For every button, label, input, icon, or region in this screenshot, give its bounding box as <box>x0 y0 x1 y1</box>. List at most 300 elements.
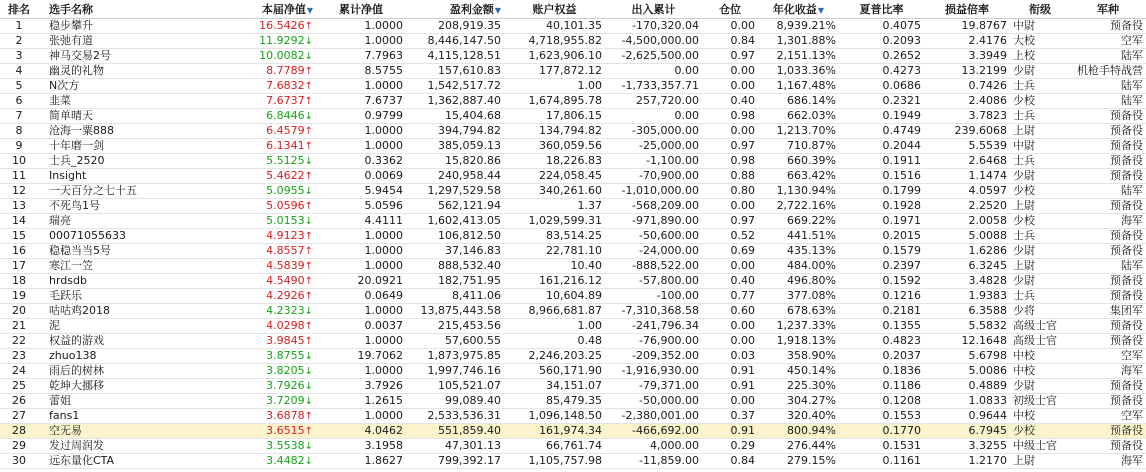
arrow-down-icon: ↓ <box>304 186 313 197</box>
cell-branch: 空军 <box>1121 349 1143 362</box>
nav-value: 4.8557 <box>266 244 305 257</box>
cell-branch: 预备役 <box>1110 229 1143 242</box>
cell-profit: 106,812.50 <box>438 229 501 242</box>
column-header-rank-title[interactable] <box>1010 0 1070 18</box>
cell-inout: 257,720.00 <box>636 94 699 107</box>
table-row[interactable] <box>0 289 1146 304</box>
table-row[interactable] <box>0 154 1146 169</box>
cell-sharpe: 0.1208 <box>882 394 921 407</box>
nav-value: 3.8205 <box>266 364 305 377</box>
cell-name[interactable]: 瑞亮 <box>49 214 71 227</box>
cell-name[interactable]: 00071055633 <box>49 229 126 242</box>
cell-position: 0.60 <box>730 304 755 317</box>
cell-nav <box>230 379 316 393</box>
arrow-down-icon: ↓ <box>304 366 313 377</box>
cell-rank-title: 上尉 <box>1013 259 1035 272</box>
column-header-rank[interactable] <box>0 0 38 18</box>
cell-position: 0.52 <box>730 229 755 242</box>
cell-annual: 669.22% <box>787 214 836 227</box>
cell-position: 0.91 <box>730 364 755 377</box>
cell-name[interactable]: 不死鸟1号 <box>49 199 100 212</box>
nav-value: 8.7789 <box>266 64 305 77</box>
cell-inout: -50,600.00 <box>639 229 699 242</box>
cell-position: 0.91 <box>730 424 755 437</box>
cell-position: 0.00 <box>730 334 755 347</box>
cell-branch: 预备役 <box>1110 169 1143 182</box>
cell-inout: -57,800.00 <box>639 274 699 287</box>
cell-annual: 662.03% <box>787 109 836 122</box>
cell-annual: 2,151.13% <box>776 49 836 62</box>
table-row[interactable] <box>0 319 1146 334</box>
cell-cum-nav: 5.9454 <box>364 184 403 197</box>
cell-profit: 1,542,517.72 <box>427 79 501 92</box>
cell-equity: 0.48 <box>577 334 602 347</box>
column-header-equity[interactable] <box>504 0 605 18</box>
cell-annual: 1,213.70% <box>776 124 836 137</box>
arrow-down-icon: ↓ <box>304 456 313 467</box>
cell-profit: 208,919.35 <box>438 19 501 32</box>
cell-nav <box>230 199 316 213</box>
table-row[interactable] <box>0 379 1146 394</box>
cell-pl-ratio: 5.0088 <box>968 229 1007 242</box>
cell-equity: 1.00 <box>577 79 602 92</box>
cell-branch: 预备役 <box>1110 424 1143 437</box>
cell-equity: 1,623,906.10 <box>528 49 602 62</box>
cell-equity: 1,029,599.31 <box>528 214 602 227</box>
column-header-inout[interactable] <box>605 0 702 18</box>
cell-inout: -241,796.34 <box>632 319 699 332</box>
cell-position: 0.00 <box>730 319 755 332</box>
nav-value: 4.2926 <box>266 289 305 302</box>
cell-name[interactable]: 韭菜 <box>49 94 71 107</box>
column-header-name[interactable] <box>46 0 230 18</box>
cell-branch: 机枪手特战营 <box>1077 64 1143 77</box>
cell-nav <box>230 304 316 318</box>
cell-position: 0.91 <box>730 379 755 392</box>
cell-profit: 105,521.07 <box>438 379 501 392</box>
nav-value: 5.4622 <box>266 169 305 182</box>
nav-value: 10.0082 <box>259 49 305 62</box>
column-header-cum-nav[interactable] <box>316 0 406 18</box>
cell-sharpe: 0.1770 <box>882 424 921 437</box>
cell-branch: 预备役 <box>1110 394 1143 407</box>
column-header-label: 夏普比率 <box>859 3 904 16</box>
cell-profit: 1,297,529.58 <box>427 184 501 197</box>
cell-name[interactable]: 咕咕鸡2018 <box>49 304 110 317</box>
table-row[interactable] <box>0 454 1146 469</box>
cell-cum-nav: 0.0649 <box>364 289 403 302</box>
table-row[interactable] <box>0 79 1146 94</box>
cell-pl-ratio: 5.0086 <box>968 364 1007 377</box>
arrow-up-icon: ↑ <box>304 336 313 347</box>
cell-annual: 435.13% <box>787 244 836 257</box>
cell-cum-nav: 1.2615 <box>364 394 403 407</box>
cell-cum-nav: 19.7062 <box>357 349 403 362</box>
table-row[interactable] <box>0 244 1146 259</box>
cell-cum-nav: 0.3362 <box>364 154 403 167</box>
table-row[interactable] <box>0 139 1146 154</box>
cell-annual: 1,130.94% <box>776 184 836 197</box>
cell-name[interactable]: 蕾姐 <box>49 394 71 407</box>
cell-inout: -1,916,930.00 <box>621 364 699 377</box>
cell-inout: -79,371.00 <box>639 379 699 392</box>
cell-sharpe: 0.1553 <box>882 409 921 422</box>
cell-name[interactable]: 寒江一笠 <box>49 259 93 272</box>
cell-branch: 空军 <box>1121 409 1143 422</box>
table-row[interactable] <box>0 394 1146 409</box>
cell-equity: 22,781.10 <box>546 244 602 257</box>
cell-inout: 0.00 <box>674 64 699 77</box>
arrow-up-icon: ↑ <box>304 171 313 182</box>
cell-annual: 678.63% <box>787 304 836 317</box>
cell-name[interactable]: 稳步攀升 <box>49 19 93 32</box>
cell-profit: 15,404.68 <box>445 109 501 122</box>
cell-rank: 8 <box>15 124 23 137</box>
cell-name[interactable]: zhuo138 <box>49 349 97 362</box>
cell-pl-ratio: 3.7823 <box>968 109 1007 122</box>
cell-name[interactable]: 简单晴天 <box>49 109 93 122</box>
cell-position: 0.00 <box>730 259 755 272</box>
cell-rank-title: 高级士官 <box>1013 334 1057 347</box>
cell-profit: 13,875,443.58 <box>420 304 501 317</box>
arrow-up-icon: ↑ <box>304 126 313 137</box>
cell-sharpe: 0.2321 <box>882 94 921 107</box>
cell-cum-nav: 1.0000 <box>364 229 403 242</box>
column-header-label: 军种 <box>1097 3 1119 16</box>
table-row[interactable] <box>0 94 1146 109</box>
cell-rank-title: 士兵 <box>1013 154 1035 167</box>
cell-annual: 1,237.33% <box>776 319 836 332</box>
cell-rank: 21 <box>12 319 26 332</box>
table-row[interactable] <box>0 259 1146 274</box>
cell-rank: 7 <box>15 109 23 122</box>
cell-position: 0.40 <box>730 274 755 287</box>
cell-nav <box>230 319 316 333</box>
table-row[interactable] <box>0 349 1146 364</box>
cell-pl-ratio: 6.7945 <box>968 424 1007 437</box>
table-row[interactable] <box>0 34 1146 49</box>
table-row[interactable] <box>0 184 1146 199</box>
cell-rank-title: 大校 <box>1013 34 1035 47</box>
cell-branch: 陆军 <box>1121 184 1143 197</box>
cell-rank-title: 少校 <box>1013 94 1035 107</box>
nav-value: 3.6515 <box>266 424 305 437</box>
cell-sharpe: 0.2037 <box>882 349 921 362</box>
cell-name[interactable]: 十年磨一剑 <box>49 139 104 152</box>
arrow-down-icon: ↓ <box>304 51 313 62</box>
cell-annual: 279.15% <box>787 454 836 467</box>
cell-pl-ratio: 5.5832 <box>968 319 1007 332</box>
cell-cum-nav: 4.4111 <box>364 214 403 227</box>
cell-rank: 22 <box>12 334 26 347</box>
cell-pl-ratio: 5.5539 <box>968 139 1007 152</box>
cell-equity: 10,604.89 <box>546 289 602 302</box>
cell-rank: 20 <box>12 304 26 317</box>
nav-value: 3.8755 <box>266 349 305 362</box>
cell-name[interactable]: 稳稳当当5号 <box>49 244 111 257</box>
cell-nav <box>230 169 316 183</box>
cell-branch: 预备役 <box>1110 199 1143 212</box>
cell-rank: 24 <box>12 364 26 377</box>
cell-nav <box>230 94 316 108</box>
cell-rank-title: 上校 <box>1013 49 1035 62</box>
table-row[interactable] <box>0 199 1146 214</box>
table-row[interactable] <box>0 364 1146 379</box>
cell-name[interactable]: 神马交易2号 <box>49 49 111 62</box>
cell-name[interactable]: 远东量化CTA <box>49 454 115 467</box>
cell-branch: 陆军 <box>1121 259 1143 272</box>
arrow-up-icon: ↑ <box>304 21 313 32</box>
arrow-up-icon: ↑ <box>304 231 313 242</box>
cell-pl-ratio: 3.3255 <box>968 439 1007 452</box>
cell-nav <box>230 64 316 78</box>
cell-branch: 陆军 <box>1121 49 1143 62</box>
cell-position: 0.84 <box>730 454 755 467</box>
table-row[interactable] <box>0 274 1146 289</box>
cell-profit: 1,602,413.05 <box>427 214 501 227</box>
column-header-label: 排名 <box>8 3 30 16</box>
cell-equity: 1,105,757.98 <box>528 454 602 467</box>
cell-annual: 710.87% <box>787 139 836 152</box>
sort-desc-icon[interactable]: ▼ <box>306 6 313 15</box>
nav-value: 4.9123 <box>266 229 305 242</box>
cell-profit: 57,600.55 <box>445 334 501 347</box>
arrow-up-icon: ↑ <box>304 66 313 77</box>
cell-pl-ratio: 3.4828 <box>968 274 1007 287</box>
cell-pl-ratio: 2.0058 <box>968 214 1007 227</box>
cell-name[interactable]: 权益的游戏 <box>49 334 104 347</box>
nav-value: 4.0298 <box>266 319 305 332</box>
arrow-down-icon: ↓ <box>304 396 313 407</box>
cell-equity: 224,058.45 <box>539 169 602 182</box>
cell-name[interactable]: 乾坤大挪移 <box>49 379 104 392</box>
cell-sharpe: 0.1928 <box>882 199 921 212</box>
cell-rank: 9 <box>15 139 23 152</box>
cell-nav <box>230 34 316 48</box>
cell-profit: 2,533,536.31 <box>427 409 501 422</box>
cell-sharpe: 0.2093 <box>882 34 921 47</box>
cell-cum-nav: 0.0069 <box>364 169 403 182</box>
cell-sharpe: 0.1355 <box>882 319 921 332</box>
table-row[interactable] <box>0 304 1146 319</box>
nav-value: 3.6878 <box>266 409 305 422</box>
table-row[interactable] <box>0 409 1146 424</box>
cell-profit: 8,411.06 <box>452 289 501 302</box>
cell-rank: 19 <box>12 289 26 302</box>
cell-position: 0.00 <box>730 199 755 212</box>
cell-pl-ratio: 12.1648 <box>961 334 1007 347</box>
cell-inout: 4,000.00 <box>650 439 699 452</box>
cell-equity: 10.40 <box>570 259 602 272</box>
cell-rank-title: 中校 <box>1013 409 1035 422</box>
cell-annual: 660.39% <box>787 154 836 167</box>
cell-annual: 1,918.13% <box>776 334 836 347</box>
cell-equity: 560,171.90 <box>539 364 602 377</box>
cell-cum-nav: 7.6737 <box>364 94 403 107</box>
column-header-label: 出入累计 <box>631 3 676 16</box>
cell-branch: 海军 <box>1121 454 1143 467</box>
cell-name[interactable]: 士兵_2520 <box>49 154 105 167</box>
cell-name[interactable]: hrdsdb <box>49 274 87 287</box>
cell-annual: 1,301.88% <box>776 34 836 47</box>
cell-nav <box>230 364 316 378</box>
cell-pl-ratio: 1.0833 <box>968 394 1007 407</box>
cell-sharpe: 0.4273 <box>882 64 921 77</box>
cell-position: 0.00 <box>730 19 755 32</box>
cell-pl-ratio: 2.6468 <box>968 154 1007 167</box>
table-row[interactable] <box>0 439 1146 454</box>
cell-name[interactable]: 一天百分之七十五 <box>49 184 137 197</box>
cell-rank-title: 士兵 <box>1013 109 1035 122</box>
cell-equity: 360,059.56 <box>539 139 602 152</box>
column-header-branch[interactable] <box>1070 0 1146 18</box>
cell-equity: 18,226.83 <box>546 154 602 167</box>
column-header-sharpe[interactable] <box>839 0 924 18</box>
cell-cum-nav: 1.0000 <box>364 139 403 152</box>
table-row[interactable] <box>0 49 1146 64</box>
cell-rank-title: 上尉 <box>1013 124 1035 137</box>
cell-position: 0.40 <box>730 94 755 107</box>
column-header-pl-ratio[interactable] <box>924 0 1010 18</box>
cell-name[interactable]: 泥 <box>49 319 60 332</box>
cell-rank: 18 <box>12 274 26 287</box>
table-row[interactable] <box>0 124 1146 139</box>
cell-rank: 30 <box>12 454 26 467</box>
cell-position: 0.97 <box>730 49 755 62</box>
cell-name[interactable]: 毛跃乐 <box>49 289 82 302</box>
cell-name[interactable]: 沧海一粟888 <box>49 124 114 137</box>
table-row[interactable] <box>0 109 1146 124</box>
table-row[interactable] <box>0 424 1146 439</box>
cell-rank-title: 少尉 <box>1013 169 1035 182</box>
table-header <box>0 0 1146 19</box>
column-header-label: 仓位 <box>719 3 741 16</box>
table-row[interactable] <box>0 334 1146 349</box>
cell-equity: 161,974.34 <box>539 424 602 437</box>
column-header-profit[interactable] <box>406 0 504 18</box>
table-row[interactable] <box>0 169 1146 184</box>
cell-position: 0.98 <box>730 154 755 167</box>
nav-value: 3.4482 <box>266 454 305 467</box>
cell-pl-ratio: 3.3949 <box>968 49 1007 62</box>
cell-pl-ratio: 19.8767 <box>961 19 1007 32</box>
cell-nav <box>230 124 316 138</box>
sort-desc-icon[interactable]: ▼ <box>494 6 501 15</box>
cell-rank-title: 中尉 <box>1013 139 1035 152</box>
cell-rank-title: 少尉 <box>1013 379 1035 392</box>
cell-name[interactable]: 空无易 <box>49 424 82 437</box>
cell-inout: -971,890.00 <box>632 214 699 227</box>
cell-equity: 17,806.15 <box>546 109 602 122</box>
cell-cum-nav: 4.0462 <box>364 424 403 437</box>
nav-value: 3.5538 <box>266 439 305 452</box>
cell-name[interactable]: N次方 <box>49 79 80 92</box>
nav-value: 3.7209 <box>266 394 305 407</box>
cell-name[interactable]: 幽灵的礼物 <box>49 64 104 77</box>
cell-annual: 304.27% <box>787 394 836 407</box>
cell-rank-title: 少校 <box>1013 184 1035 197</box>
cell-branch: 预备役 <box>1110 244 1143 257</box>
cell-equity: 2,246,203.25 <box>528 349 602 362</box>
cell-cum-nav: 8.5755 <box>364 64 403 77</box>
table-row[interactable] <box>0 229 1146 244</box>
cell-inout: -1,100.00 <box>646 154 699 167</box>
cell-name[interactable]: Insight <box>49 169 87 182</box>
table-row[interactable] <box>0 214 1146 229</box>
column-header-nav[interactable] <box>230 0 316 18</box>
cell-rank: 10 <box>12 154 26 167</box>
column-header-annual[interactable] <box>758 0 839 18</box>
cell-sharpe: 0.1579 <box>882 244 921 257</box>
cell-rank-title: 上尉 <box>1013 454 1035 467</box>
cell-nav <box>230 229 316 243</box>
cell-nav <box>230 79 316 93</box>
cell-cum-nav: 1.8627 <box>364 454 403 467</box>
cell-cum-nav: 1.0000 <box>364 79 403 92</box>
cell-cum-nav: 7.7963 <box>364 49 403 62</box>
cell-position: 0.97 <box>730 214 755 227</box>
cell-position: 0.00 <box>730 64 755 77</box>
cell-name[interactable]: fans1 <box>49 409 80 422</box>
cell-branch: 陆军 <box>1121 94 1143 107</box>
table-row[interactable] <box>0 19 1146 34</box>
cell-sharpe: 0.1516 <box>882 169 921 182</box>
cell-position: 0.00 <box>730 124 755 137</box>
cell-rank: 16 <box>12 244 26 257</box>
cell-cum-nav: 1.0000 <box>364 259 403 272</box>
cell-name[interactable]: 发过周润发 <box>49 439 104 452</box>
cell-sharpe: 0.2181 <box>882 304 921 317</box>
arrow-down-icon: ↓ <box>304 156 313 167</box>
arrow-up-icon: ↑ <box>304 261 313 272</box>
cell-equity: 85,479.35 <box>546 394 602 407</box>
table-row[interactable] <box>0 64 1146 79</box>
arrow-up-icon: ↑ <box>304 411 313 422</box>
cell-pl-ratio: 0.7426 <box>968 79 1007 92</box>
cell-rank: 28 <box>12 424 26 437</box>
cell-pl-ratio: 13.2199 <box>961 64 1007 77</box>
cell-branch: 集团军 <box>1110 304 1143 317</box>
cell-profit: 1,362,887.40 <box>427 94 501 107</box>
cell-cum-nav: 1.0000 <box>364 244 403 257</box>
cell-rank: 3 <box>15 49 23 62</box>
cell-sharpe: 0.1836 <box>882 364 921 377</box>
column-header-position[interactable] <box>702 0 758 18</box>
cell-pl-ratio: 4.0597 <box>968 184 1007 197</box>
arrow-down-icon: ↓ <box>304 381 313 392</box>
cell-inout: -25,000.00 <box>639 139 699 152</box>
cell-profit: 799,392.17 <box>438 454 501 467</box>
cell-branch: 预备役 <box>1110 139 1143 152</box>
cell-name[interactable]: 雨后的树林 <box>49 364 104 377</box>
cell-annual: 276.44% <box>787 439 836 452</box>
arrow-up-icon: ↑ <box>304 321 313 332</box>
cell-rank-title: 少尉 <box>1013 244 1035 257</box>
nav-value: 3.9845 <box>266 334 305 347</box>
cell-branch: 预备役 <box>1110 109 1143 122</box>
column-header-label: 选手名称 <box>49 3 93 16</box>
nav-value: 6.8446 <box>266 109 305 122</box>
cell-annual: 1,033.36% <box>776 64 836 77</box>
cell-name[interactable]: 张弛有道 <box>49 34 93 47</box>
cell-inout: -76,900.00 <box>639 334 699 347</box>
sort-desc-icon[interactable]: ▼ <box>817 6 825 15</box>
cell-sharpe: 0.1531 <box>882 439 921 452</box>
cell-equity: 83,514.25 <box>546 229 602 242</box>
cell-position: 0.84 <box>730 34 755 47</box>
cell-profit: 182,751.95 <box>438 274 501 287</box>
cell-position: 0.69 <box>730 244 755 257</box>
